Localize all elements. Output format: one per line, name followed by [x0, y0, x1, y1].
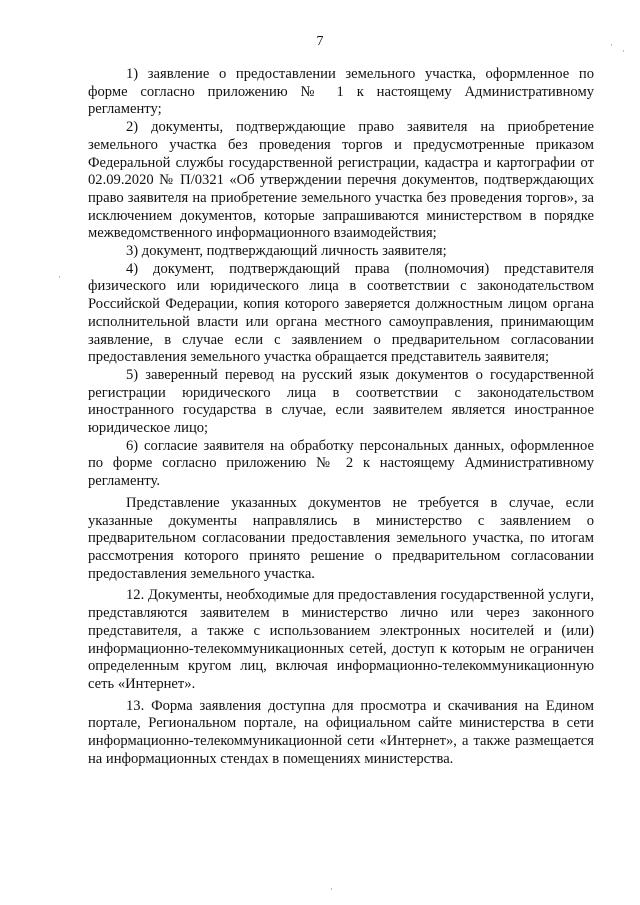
paragraph-item-1: 1) заявление о предоставлении земельного участка, оформленное по форме согласно приложению № 1 к настоящему Административному регламенту;: [88, 66, 594, 118]
paragraph-exception: Представление указанных документов не требуется в случае, если указанные документы направлялись в министерство с заявлением о предварительном согласовании предоставления земельного участка, по итогам рассмотрения которого принято решение о предварительном согласовании предоставления земельного участка.: [88, 494, 594, 582]
scan-mark: ·: [58, 272, 61, 282]
paragraph-item-2: 2) документы, подтверждающие право заявителя на приобретение земельного участка без проведения торгов и предусмотренные приказом Федеральной службы государственной регистрации, кадастра и картографии от 02.09.2020 № П/0321 «Об утверждении перечня документов, подтверждающих право заявителя на приобретение земельного участка без проведения торгов», за исключением документов, которые запрашиваются министерством в порядке межведомственного информационного взаимодействия;: [88, 119, 594, 242]
paragraph-section-12: 12. Документы, необходимые для предоставления государственной услуги, представляются заявителем в министерство лично или через законного представителя, а также с использованием электронных носителей и (или) информационно-телекоммуникационных сетей, доступ к которым не ограничен определенным кругом лиц, включая информационно-телекоммуникационную сеть «Интернет».: [88, 587, 594, 692]
document-body: [88, 66, 594, 768]
scan-mark: ·: [330, 884, 333, 894]
paragraph-item-6: 6) согласие заявителя на обработку персональных данных, оформленное по форме согласно приложению № 2 к настоящему Административному регламенту.: [88, 437, 594, 490]
paragraph-item-5: 5) заверенный перевод на русский язык документов о государственной регистрации юридического лица в соответствии с законодательством иностранного государства в случае, если заявителем является иностранное юридическое лицо;: [88, 366, 594, 437]
scan-mark: ·: [610, 40, 613, 50]
page-number: 7: [316, 34, 324, 49]
paragraph-item-4: 4) документ, подтверждающий права (полномочия) представителя физического или юридического лица в соответствии с законодательством Российской Федерации, копия которого заверяется должностным лицом органа исполнительной власти или органа местного самоуправления, принимающим заявление, в случае если с заявлением о предварительном согласовании предоставления земельного участка обращается представитель заявителя;: [88, 260, 594, 366]
paragraph-item-3: 3) документ, подтверждающий личность заявителя;: [126, 243, 447, 260]
paragraph-section-13: 13. Форма заявления доступна для просмотра и скачивания на Едином портале, Региональном портале, на официальном сайте министерства в сети информационно-телекоммуникационной сети «Интернет», а также размещается на информационных стендах в помещениях министерства.: [88, 697, 594, 767]
scan-mark: ·: [622, 46, 625, 56]
